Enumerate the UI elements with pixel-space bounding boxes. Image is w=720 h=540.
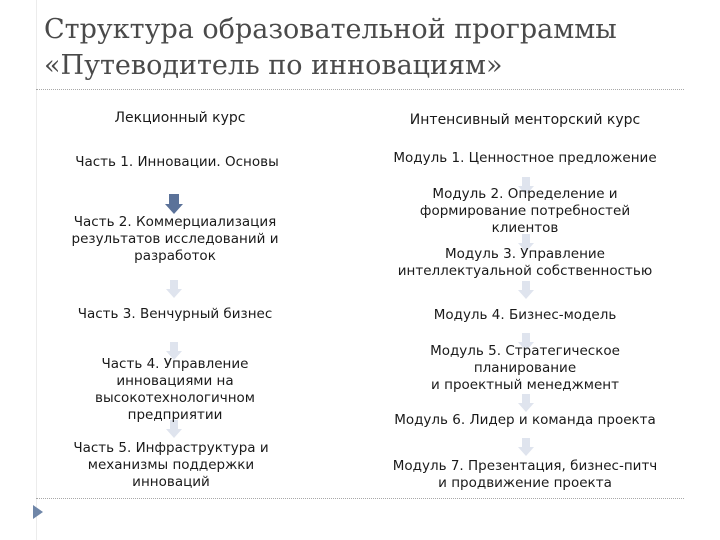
mentor-module-2-line: формирование потребностей [419,203,631,219]
lecture-part-4-line: инновациями на [116,373,234,389]
title-line-2: «Путеводитель по инновациям» [44,50,503,81]
lecture-part-2-line: результатов исследований и [71,231,279,247]
mentor-module-5 [375,343,675,394]
mentor-module-4 [375,307,675,324]
lecture-part-2 [50,214,300,265]
lecture-part-4-line: предприятии [127,407,223,423]
lecture-part-3 [50,306,300,323]
title-divider [36,89,684,90]
lecture-part-5-line: Часть 5. Инфраструктура и [73,440,269,456]
mentor-module-4-line: Модуль 4. Бизнес-модель [433,307,617,323]
left-column-header: Лекционный курс [114,110,246,126]
mentor-module-3-line: интеллектуальной собственностью [397,263,653,279]
lecture-part-2-line: Часть 2. Коммерциализация [73,214,277,230]
mentor-module-7-line: и продвижение проекта [438,475,612,491]
mentor-module-2-line: Модуль 2. Определение и [432,186,618,202]
left-margin-line [36,0,37,540]
lecture-part-4-line: высокотехнологичном [95,390,255,406]
lecture-part-1 [52,154,302,171]
lecture-part-4 [50,356,300,424]
arrow-down-icon [518,281,534,299]
mentor-module-2-line: клиентов [491,220,559,236]
footer-divider [36,498,684,499]
arrow-down-icon [518,438,534,456]
mentor-module-2 [375,186,675,237]
lecture-part-4-line: Часть 4. Управление [101,356,249,372]
mentor-module-6 [375,412,675,429]
mentor-module-5-line: планирование [473,360,577,376]
mentor-module-7-line: Модуль 7. Презентация, бизнес-питч [392,458,658,474]
arrow-down-icon [166,280,182,298]
mentor-module-5-line: Модуль 5. Стратегическое [430,343,620,359]
mentor-module-3-line: Модуль 3. Управление [445,246,605,262]
mentor-module-3 [375,246,675,280]
slide-title [44,12,684,84]
slide-marker-icon [33,505,43,519]
mentor-module-6-line: Модуль 6. Лидер и команда проекта [394,412,656,428]
lecture-part-2-line: разработок [134,248,216,264]
lecture-part-5-line: механизмы поддержки [87,457,255,473]
mentor-module-1 [375,150,675,167]
lecture-part-1-line: Часть 1. Инновации. Основы [75,154,279,170]
mentor-module-1-line: Модуль 1. Ценностное предложение [393,150,657,166]
arrow-down-icon [518,394,534,412]
mentor-module-7 [375,458,675,492]
right-column-header: Интенсивный менторский курс [409,112,641,128]
lecture-part-5-line: инноваций [132,474,210,490]
arrow-down-icon [165,194,183,214]
lecture-part-3-line: Часть 3. Венчурный бизнес [77,306,273,322]
mentor-module-5-line: и проектный менеджмент [431,377,619,393]
title-line-1: Структура образовательной программы [44,14,617,45]
lecture-part-5 [46,440,296,491]
